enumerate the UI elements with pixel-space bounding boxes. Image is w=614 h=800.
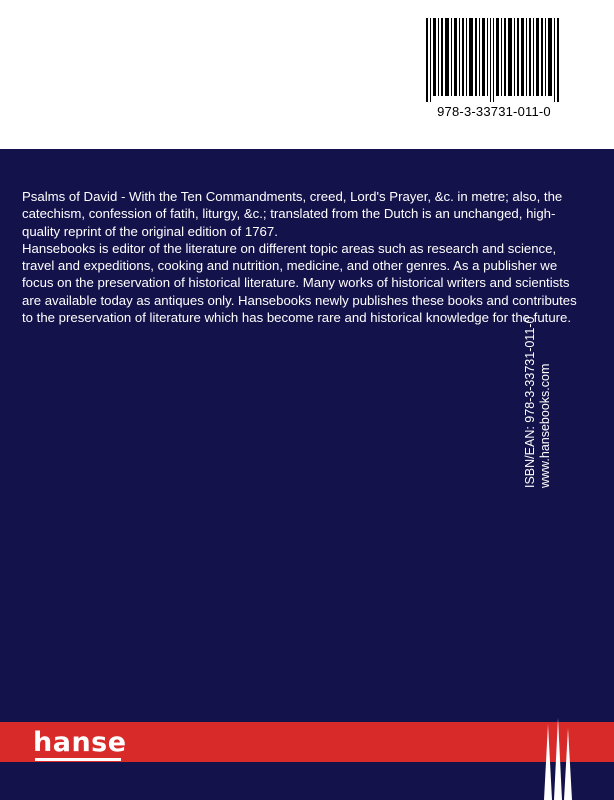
logo-underline (35, 758, 121, 761)
book-description (22, 188, 582, 326)
spine-info (522, 288, 562, 488)
description-paragraph-2: Hansebooks is editor of the literature on different topic areas such as research and science, travel and expeditions, cooking and nutrition, medicine, and other genres. As a publisher we focus on the preservation of historical literature. Many works of historical writers and scientists are available today as antiques only. Hansebooks newly publishes these books and contributes to the preservation of literature which has become rare and historical knowledge for the future. (22, 240, 577, 326)
isbn-text: ISBN/EAN: 978-3-33731-011-0 (523, 316, 537, 488)
website-text: www.hansebooks.com (538, 363, 552, 488)
barcode (420, 18, 568, 118)
description-paragraph-1: Psalms of David - With the Ten Commandments, creed, Lord's Prayer, &c. in metre; also, the catechism, confession of fatih, liturgy, &c.; translated from the Dutch is an unchanged, high-quality reprint of the original edition of 1767. (22, 189, 563, 239)
barcode-bars (426, 18, 562, 102)
top-white-area (0, 0, 614, 149)
hanse-logo: hanse (33, 727, 127, 758)
publisher-mark-icon (538, 718, 578, 800)
barcode-number: 978-3-33731-011-0 (437, 104, 551, 119)
